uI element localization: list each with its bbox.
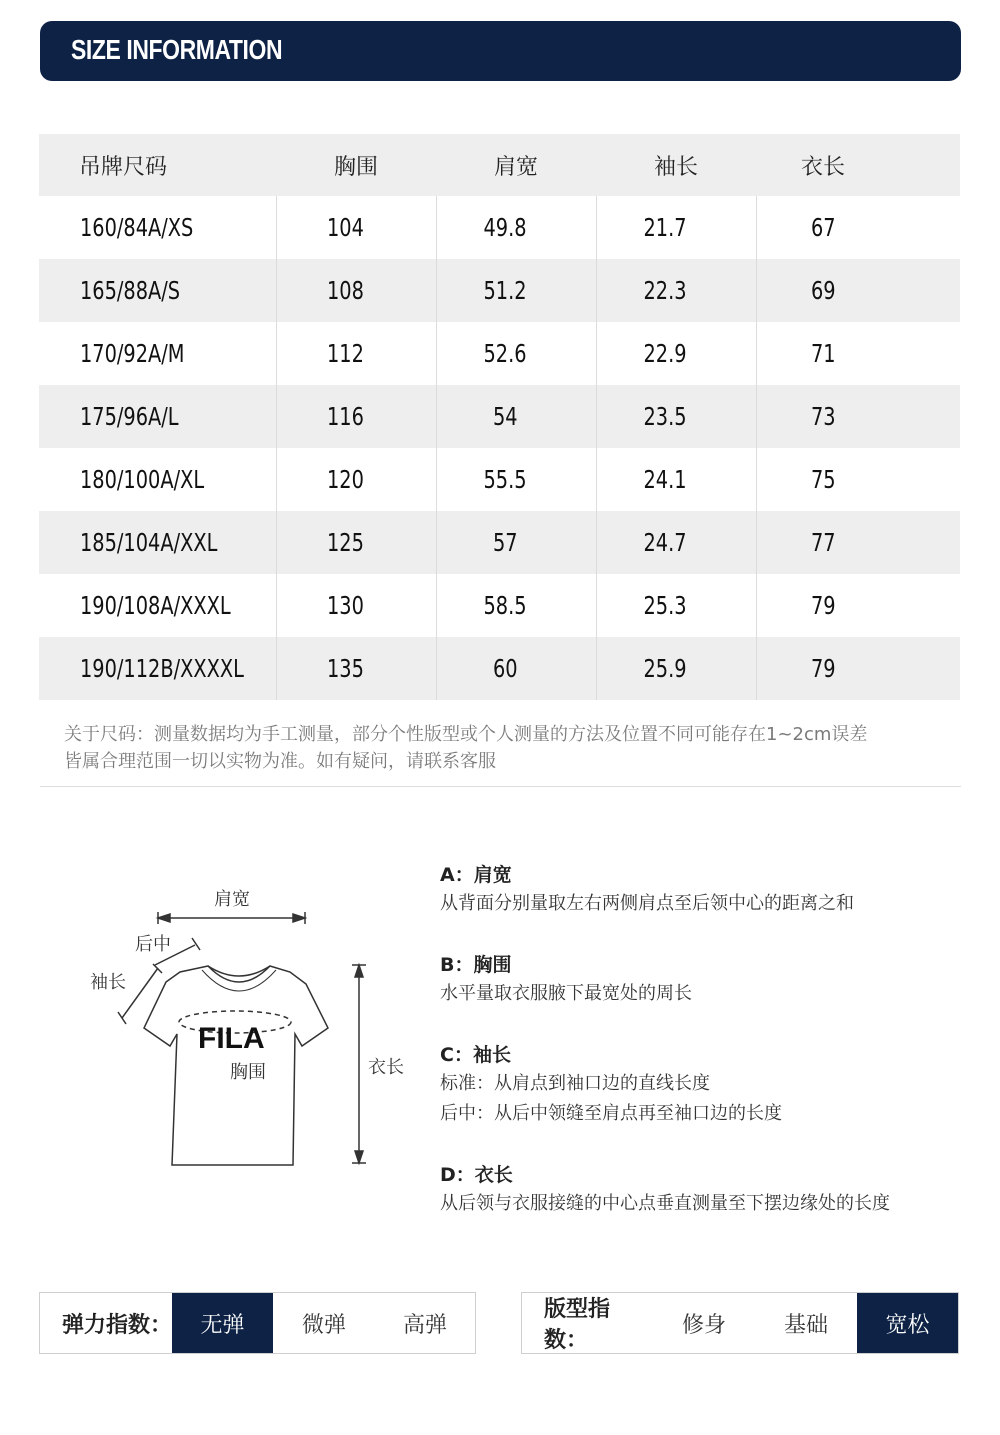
cell-text: 57 <box>492 528 518 557</box>
cell-text: 58.5 <box>483 591 527 620</box>
cell-text: 21.7 <box>643 213 687 242</box>
back-center-label: 后中 <box>135 934 171 955</box>
cell-text: 67 <box>810 213 836 242</box>
cell-text: 60 <box>492 654 518 683</box>
length-cell <box>756 322 960 385</box>
elasticity-label: 弹力指数： <box>62 1312 173 1338</box>
fit-option: 修身 <box>681 1312 726 1338</box>
sleeve-cell <box>596 385 756 448</box>
sleeve-cell <box>596 511 756 574</box>
size-cell <box>39 511 276 574</box>
cell-text: 165/88A/S <box>80 276 181 305</box>
size-table <box>39 134 960 700</box>
table-row <box>39 448 960 511</box>
header-chest: 胸围 <box>276 134 436 196</box>
chest-cell <box>276 511 436 574</box>
definition-title: C：袖长 <box>440 1044 511 1066</box>
chest-cell <box>276 322 436 385</box>
length-label: 衣长 <box>368 1057 404 1078</box>
cell-text: 55.5 <box>483 465 527 494</box>
cell-text: 73 <box>810 402 836 431</box>
header-shoulder: 肩宽 <box>436 134 596 196</box>
cell-text: 135 <box>326 654 364 683</box>
table-row <box>39 259 960 322</box>
elasticity-option: 微弹 <box>301 1312 346 1338</box>
cell-text: 175/96A/L <box>80 402 179 431</box>
header-size-tag: 吊牌尺码 <box>39 134 276 196</box>
length-cell <box>756 385 960 448</box>
table-row <box>39 322 960 385</box>
note-line-2: 皆属合理范围一切以实物为准。如有疑问，请联系客服 <box>64 751 496 772</box>
header-bar <box>40 21 961 81</box>
size-note <box>64 721 964 775</box>
cell-text: 51.2 <box>483 276 527 305</box>
cell-text: 116 <box>326 402 364 431</box>
sleeve-cell <box>596 448 756 511</box>
sleeve-cell <box>596 259 756 322</box>
cell-text: 24.1 <box>643 465 687 494</box>
size-cell <box>39 448 276 511</box>
definition-title: B：胸围 <box>440 954 512 976</box>
shoulder-cell <box>436 637 596 700</box>
fit-label: 版型指数： <box>544 1297 611 1353</box>
cell-text: 54 <box>492 402 518 431</box>
tshirt-icon <box>80 860 420 1190</box>
header-length: 衣长 <box>756 134 960 196</box>
chest-cell <box>276 448 436 511</box>
cell-text: 170/92A/M <box>80 339 185 368</box>
chest-cell <box>276 637 436 700</box>
cell-text: 185/104A/XXL <box>80 528 218 557</box>
cell-text: 79 <box>810 654 836 683</box>
size-cell <box>39 322 276 385</box>
shoulder-cell <box>436 448 596 511</box>
header-sleeve: 袖长 <box>596 134 756 196</box>
sleeve-label: 袖长 <box>90 972 126 993</box>
cell-text: 120 <box>326 465 364 494</box>
note-line-1: 关于尺码：测量数据均为手工测量，部分个性版型或个人测量的方法及位置不同可能存在1~2cm误差 <box>64 724 868 745</box>
shoulder-cell <box>436 385 596 448</box>
definition-c <box>440 1041 782 1129</box>
definition-d <box>440 1161 890 1219</box>
table-row <box>39 196 960 259</box>
chest-cell <box>276 259 436 322</box>
shoulder-cell <box>436 196 596 259</box>
definition-b <box>440 951 692 1009</box>
fit-index <box>521 1292 959 1354</box>
chest-cell <box>276 574 436 637</box>
length-cell <box>756 574 960 637</box>
cell-text: 77 <box>810 528 836 557</box>
definition-text: 从背面分别量取左右两侧肩点至后领中心的距离之和 <box>440 893 854 914</box>
definition-title: A：肩宽 <box>440 864 512 886</box>
cell-text: 23.5 <box>643 402 687 431</box>
cell-text: 25.9 <box>643 654 687 683</box>
cell-text: 190/112B/XXXXL <box>80 654 244 683</box>
cell-text: 71 <box>810 339 836 368</box>
sleeve-cell <box>596 637 756 700</box>
cell-text: 52.6 <box>483 339 527 368</box>
fila-logo: FILA <box>198 1022 265 1055</box>
definition-text: 从后领与衣服接缝的中心点垂直测量至下摆边缘处的长度 <box>440 1193 890 1214</box>
elasticity-option: 无弹 <box>172 1293 273 1353</box>
cell-text: 22.3 <box>643 276 687 305</box>
length-cell <box>756 511 960 574</box>
size-cell <box>39 574 276 637</box>
table-header-row <box>39 134 960 196</box>
cell-text: 180/100A/XL <box>80 465 205 494</box>
definition-text: 水平量取衣服腋下最宽处的周长 <box>440 983 692 1004</box>
length-cell <box>756 196 960 259</box>
definition-a <box>440 861 854 919</box>
definition-title: D：衣长 <box>440 1164 513 1186</box>
chest-cell <box>276 196 436 259</box>
cell-text: 160/84A/XS <box>80 213 194 242</box>
cell-text: 125 <box>326 528 364 557</box>
sleeve-cell <box>596 196 756 259</box>
fit-option: 宽松 <box>857 1293 958 1353</box>
cell-text: 112 <box>326 339 364 368</box>
sleeve-cell <box>596 322 756 385</box>
chest-label: 胸围 <box>230 1062 266 1083</box>
cell-text: 24.7 <box>643 528 687 557</box>
table-row <box>39 574 960 637</box>
sleeve-cell <box>596 574 756 637</box>
size-cell <box>39 259 276 322</box>
page-title: SIZE INFORMATION <box>71 34 283 65</box>
cell-text: 190/108A/XXXL <box>80 591 231 620</box>
fit-option: 基础 <box>783 1312 828 1338</box>
cell-text: 69 <box>810 276 836 305</box>
size-cell <box>39 196 276 259</box>
cell-text: 104 <box>326 213 364 242</box>
elasticity-option: 高弹 <box>402 1312 447 1338</box>
shoulder-cell <box>436 574 596 637</box>
table-row <box>39 511 960 574</box>
length-cell <box>756 637 960 700</box>
definition-text: 后中：从后中领缝至肩点再至袖口边的长度 <box>440 1103 782 1124</box>
cell-text: 22.9 <box>643 339 687 368</box>
cell-text: 25.3 <box>643 591 687 620</box>
elasticity-index <box>39 1292 476 1354</box>
table-row <box>39 637 960 700</box>
divider <box>40 786 961 787</box>
table-row <box>39 385 960 448</box>
cell-text: 108 <box>326 276 364 305</box>
definition-text: 标准：从肩点到袖口边的直线长度 <box>440 1073 710 1094</box>
shoulder-cell <box>436 322 596 385</box>
cell-text: 79 <box>810 591 836 620</box>
cell-text: 49.8 <box>483 213 527 242</box>
shoulder-cell <box>436 511 596 574</box>
size-cell <box>39 385 276 448</box>
chest-cell <box>276 385 436 448</box>
shoulder-label: 肩宽 <box>214 889 250 910</box>
shoulder-cell <box>436 259 596 322</box>
cell-text: 130 <box>326 591 364 620</box>
length-cell <box>756 448 960 511</box>
tshirt-diagram <box>80 860 420 1190</box>
length-cell <box>756 259 960 322</box>
size-cell <box>39 637 276 700</box>
cell-text: 75 <box>810 465 836 494</box>
